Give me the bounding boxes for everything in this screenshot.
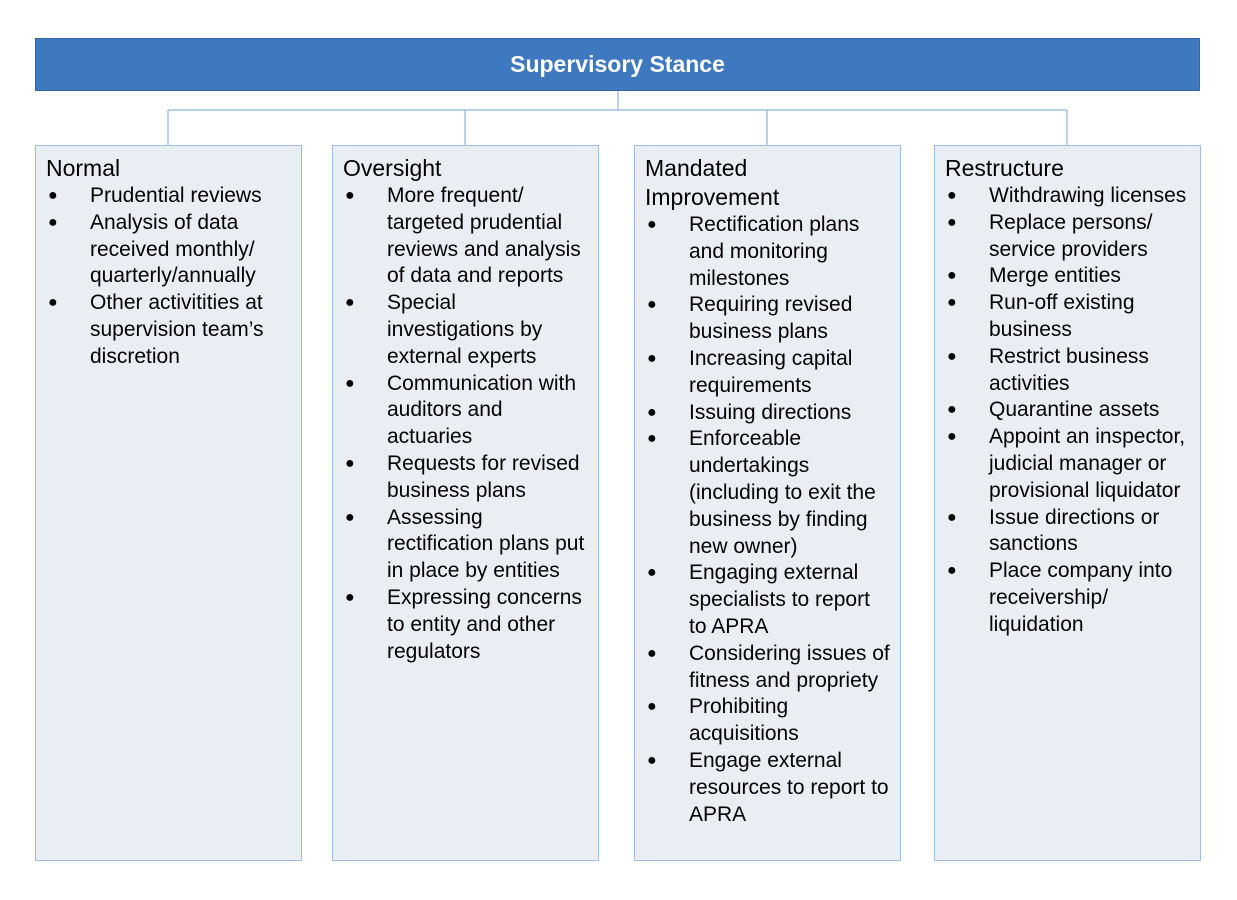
- bullet-icon: ●: [947, 508, 957, 526]
- list-item: ● Issue directions or sanctions: [947, 505, 1160, 556]
- bullet-icon: ●: [647, 216, 657, 233]
- bullet-icon: ●: [345, 187, 355, 204]
- item-list: [343, 183, 588, 665]
- list-item: ● Special investigations by external experts: [345, 291, 543, 368]
- column-mandated-improvement: [634, 145, 901, 861]
- bullet-icon: ●: [647, 430, 657, 448]
- bullet-icon: ●: [647, 698, 657, 716]
- list-item: ● Considering issues of fitness and propriety: [647, 641, 890, 692]
- list-item: ● Engage external resources to report to APRA: [647, 748, 889, 826]
- bullet-icon: ●: [345, 588, 355, 606]
- bullet-icon: ●: [345, 454, 355, 472]
- bullet-icon: ●: [947, 213, 957, 231]
- item-list: [46, 183, 291, 371]
- bullet-icon: ●: [947, 428, 957, 446]
- list-item: ● Issuing directions: [645, 400, 890, 427]
- bullet-icon: ●: [647, 751, 657, 769]
- list-item: ● Requiring revised business plans: [647, 293, 853, 344]
- bullet-icon: ●: [48, 187, 58, 204]
- list-item: ● Prohibiting acquisitions: [647, 695, 799, 746]
- list-item: ● Merge entities: [945, 263, 1190, 290]
- bullet-icon: ●: [345, 294, 355, 312]
- item-list: [645, 212, 890, 828]
- list-item: ● Expressing concerns to entity and other regulators: [345, 585, 582, 663]
- bullet-icon: ●: [947, 401, 957, 419]
- bullet-icon: ●: [947, 294, 957, 312]
- bullet-icon: ●: [647, 564, 657, 582]
- list-item: ● Increasing capital requirements: [647, 346, 853, 397]
- bullet-icon: ●: [647, 349, 657, 367]
- list-item: ● Place company into receivership/ liquidation: [947, 559, 1173, 636]
- bullet-icon: ●: [345, 508, 355, 526]
- item-list: [945, 183, 1190, 639]
- column-title: Normal: [46, 155, 121, 181]
- bullet-icon: ●: [345, 374, 355, 392]
- bullet-icon: ●: [647, 403, 657, 421]
- bullet-icon: ●: [647, 644, 657, 662]
- list-item: ● Prudential reviews: [46, 183, 291, 210]
- list-item: ● Other activitities at supervision team’s discretion: [48, 291, 264, 368]
- bullet-icon: ●: [647, 296, 657, 314]
- header-title: Supervisory Stance: [510, 51, 725, 77]
- list-item: ● Restrict business activities: [947, 344, 1149, 395]
- bullet-icon: ●: [947, 267, 957, 285]
- list-item: ● Requests for revised business plans: [345, 451, 580, 502]
- list-item: ● Rectification plans and monitoring milestones: [647, 213, 860, 290]
- column-title: Mandated Improvement: [645, 155, 780, 210]
- column-oversight: [332, 145, 599, 861]
- column-normal: [35, 145, 302, 861]
- list-item: ● Appoint an inspector, judicial manager or provisional liquidator: [947, 425, 1186, 502]
- bullet-icon: ●: [947, 187, 957, 204]
- column-title: Restructure: [945, 155, 1064, 181]
- list-item: ● Quarantine assets: [945, 397, 1190, 424]
- list-item: ● Analysis of data received monthly/ quarterly/annually: [48, 210, 256, 288]
- bullet-icon: ●: [947, 347, 957, 365]
- column-title: Oversight: [343, 155, 442, 181]
- column-restructure: [934, 145, 1201, 861]
- bullet-icon: ●: [947, 562, 957, 580]
- list-item: ● Replace persons/ service providers: [947, 210, 1153, 261]
- bullet-icon: ●: [48, 213, 58, 231]
- list-item: ● More frequent/ targeted prudential reviews and analysis of data and reports: [345, 184, 581, 288]
- supervisory-stance-header: [35, 38, 1200, 91]
- list-item: ● Engaging external specialists to report to APRA: [647, 561, 870, 638]
- list-item: ● Withdrawing licenses: [945, 183, 1190, 210]
- bullet-icon: ●: [48, 294, 58, 312]
- list-item: ● Run-off existing business: [947, 291, 1135, 341]
- list-item: ● Enforceable undertakings (including to exit the business by finding new owner): [647, 427, 876, 558]
- list-item: ● Assessing rectification plans put in place by entities: [345, 505, 585, 583]
- list-item: ● Communication with auditors and actuaries: [345, 371, 577, 449]
